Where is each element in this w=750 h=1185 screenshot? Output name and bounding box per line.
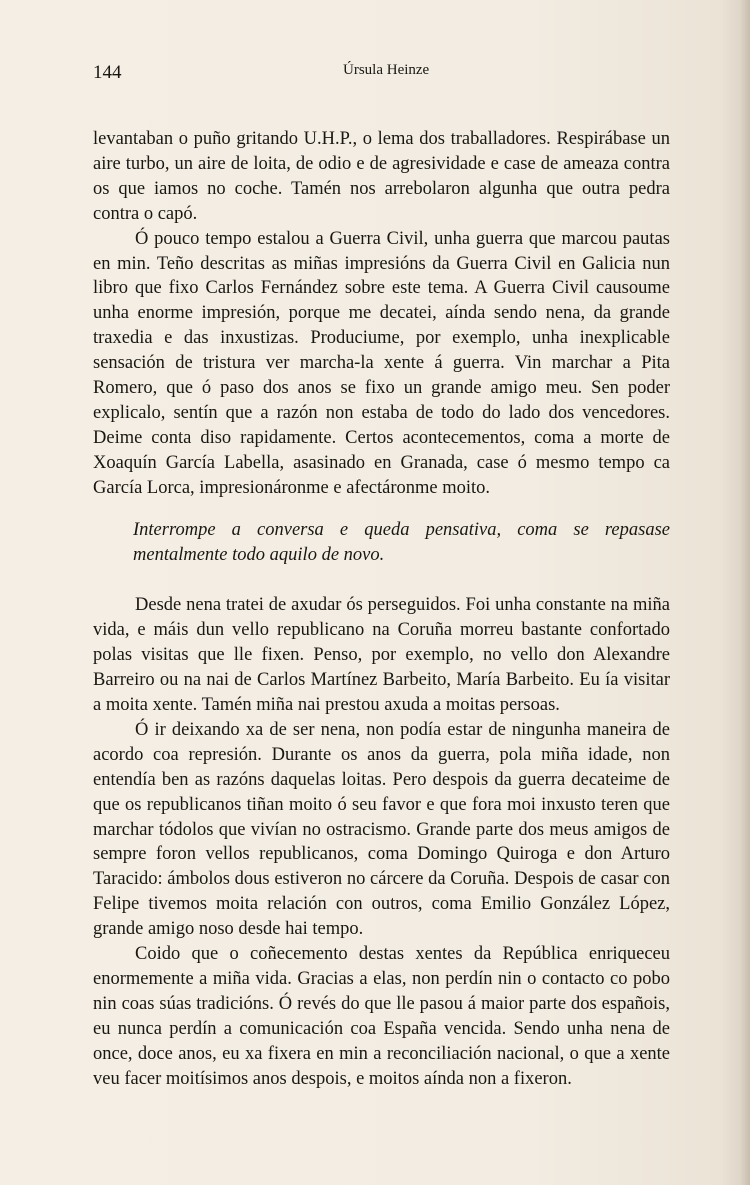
running-head: Úrsula Heinze <box>343 62 430 78</box>
italic-interlude: Interrompe a conversa e queda pensativa, coma se repasase mentalmente todo aquilo de novo. <box>133 519 670 565</box>
paragraph: Ó pouco tempo estalou a Guerra Civil, unha guerra que marcou pautas en min. Teño descritas as miñas impresións da Guerra Civil en Galicia nun libro que fixo Carlos Fernández sobre este tema. A Guerra Civil causoume unha enorme impresión, porque me decatei, aínda sendo nena, da grande traxedia e das inxustizas. Produciume, por exemplo, unha inexplicable sensación de tristura ver marcha-la xente á guerra. Vin marchar a Pita Romero, que ó paso dos anos se fixo un grande amigo meu. Sen poder explicalo, sentín que a razón non estaba de todo do lado dos vencedores. Deime conta diso rapidamente. Certos acontecementos, coma a morte de Xoaquín García Labella, asasinado en Granada, case ó mesmo tempo ca García Lorca, impresionáronme e afectáronme moito. <box>93 228 670 498</box>
page-body <box>93 127 670 1092</box>
paragraph: Ó ir deixando xa de ser nena, non podía estar de ningunha maneira de acordo coa represión. Durante os anos da guerra, pola miña idade, non entendía ben as razóns daquelas loitas. Pero despois da guerra decateime de que os republicanos tiñan moito ó seu favor e que fora moi inxusto teren que marchar tódolos que vivían no ostracismo. Grande parte dos meus amigos de sempre foron vellos republicanos, coma Domingo Quiroga e don Arturo Taracido: ámbolos dous estiveron no cárcere da Coruña. Despois de casar con Felipe tivemos moita relación con outros, coma Emilio González López, grande amigo noso desde hai tempo. <box>93 719 670 940</box>
paragraph: Coido que o coñecemento destas xentes da República enriqueceu enormemente a miña vida. Gracias a elas, non perdín nin o contacto co pobo nin coas súas tradicións. Ó revés do que lle pasou á maior parte dos españois, eu nunca perdín a comunicación coa España vencida. Sendo unha nena de once, doce anos, eu xa fixera en min a reconciliación nacional, o que a xente veu facer moitísimos anos despois, e moitos aínda non a fixeron. <box>93 944 670 1089</box>
page-number: 144 <box>93 62 122 83</box>
paragraph: levantaban o puño gritando U.H.P., o lema dos traballadores. Respirábase un aire turbo, un aire de loita, de odio e de agresividade e case de ameaza contra os que iamos no coche. Tamén nos arrebolaron algunha que outra pedra contra o capó. <box>93 129 670 224</box>
paragraph: Desde nena tratei de axudar ós perseguidos. Foi unha constante na miña vida, e máis dun vello republicano na Coruña morreu bastante confortado polas visitas que lle fixen. Penso, por exemplo, no vello don Alexandre Barreiro ou na nai de Carlos Martínez Barbeito, María Barbeito. Eu ía visitar a moita xente. Tamén miña nai prestou axuda a moitas persoas. <box>93 595 670 716</box>
page-header <box>93 62 673 88</box>
page-edge-shadow <box>740 0 750 1185</box>
